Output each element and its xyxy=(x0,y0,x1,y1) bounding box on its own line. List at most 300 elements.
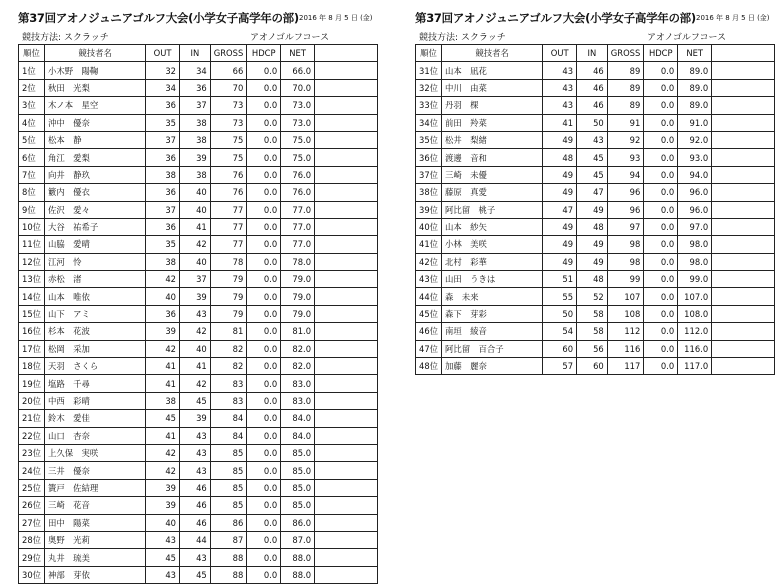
cell-gross: 112 xyxy=(607,323,644,340)
cell-out: 42 xyxy=(146,462,180,479)
cell-rank: 29位 xyxy=(19,549,45,566)
cell-out: 50 xyxy=(543,305,577,322)
cell-hdcp: 0.0 xyxy=(247,566,281,583)
cell-out: 37 xyxy=(146,131,180,148)
cell-rank: 44位 xyxy=(416,288,442,305)
cell-gross: 82 xyxy=(210,358,247,375)
cell-name: 丸井 琉美 xyxy=(45,549,146,566)
cell-name: 江河 怜 xyxy=(45,253,146,270)
cell-rank: 36位 xyxy=(416,149,442,166)
cell-gross: 99 xyxy=(607,271,644,288)
cell-gross: 92 xyxy=(607,131,644,148)
cell-in: 39 xyxy=(180,149,211,166)
cell-net: 84.0 xyxy=(281,427,315,444)
cell-hdcp: 0.0 xyxy=(247,236,281,253)
cell-gross: 97 xyxy=(607,218,644,235)
cell-rank: 4位 xyxy=(19,114,45,131)
cell-rank: 27位 xyxy=(19,514,45,531)
cell-name: 小木野 陽鞠 xyxy=(45,62,146,79)
cell-net: 96.0 xyxy=(678,201,712,218)
cell-hdcp: 0.0 xyxy=(247,201,281,218)
cell-out: 60 xyxy=(543,340,577,357)
cell-gross: 76 xyxy=(210,166,247,183)
cell-hdcp: 0.0 xyxy=(644,271,678,288)
cell-gross: 76 xyxy=(210,184,247,201)
cell-out: 39 xyxy=(146,479,180,496)
cell-name: 鈴木 愛佳 xyxy=(45,410,146,427)
cell-gross: 78 xyxy=(210,253,247,270)
cell-name: 山本 唯依 xyxy=(45,288,146,305)
cell-in: 43 xyxy=(180,462,211,479)
cell-rank: 2位 xyxy=(19,79,45,96)
cell-name: 沖中 優奈 xyxy=(45,114,146,131)
cell-extra xyxy=(315,166,378,183)
cell-in: 40 xyxy=(180,253,211,270)
cell-hdcp: 0.0 xyxy=(247,149,281,166)
cell-net: 89.0 xyxy=(678,97,712,114)
cell-rank: 32位 xyxy=(416,79,442,96)
cell-out: 36 xyxy=(146,218,180,235)
cell-in: 37 xyxy=(180,97,211,114)
cell-name: 松本 静 xyxy=(45,131,146,148)
cell-hdcp: 0.0 xyxy=(247,305,281,322)
cell-hdcp: 0.0 xyxy=(247,166,281,183)
cell-in: 46 xyxy=(180,497,211,514)
cell-in: 49 xyxy=(577,201,608,218)
cell-hdcp: 0.0 xyxy=(247,479,281,496)
cell-in: 60 xyxy=(577,358,608,375)
cell-net: 76.0 xyxy=(281,184,315,201)
cell-hdcp: 0.0 xyxy=(644,201,678,218)
cell-name: 松井 梨緒 xyxy=(442,131,543,148)
cell-hdcp: 0.0 xyxy=(247,375,281,392)
cell-extra xyxy=(315,479,378,496)
cell-out: 49 xyxy=(543,131,577,148)
cell-out: 49 xyxy=(543,253,577,270)
cell-hdcp: 0.0 xyxy=(247,288,281,305)
cell-extra xyxy=(315,114,378,131)
cell-net: 79.0 xyxy=(281,288,315,305)
cell-net: 85.0 xyxy=(281,444,315,461)
cell-out: 42 xyxy=(146,444,180,461)
cell-name: 角江 愛梨 xyxy=(45,149,146,166)
cell-out: 57 xyxy=(543,358,577,375)
results-table xyxy=(415,44,775,375)
cell-hdcp: 0.0 xyxy=(247,323,281,340)
cell-net: 94.0 xyxy=(678,166,712,183)
cell-rank: 30位 xyxy=(19,566,45,583)
cell-extra xyxy=(712,166,775,183)
table-row xyxy=(19,201,378,218)
cell-gross: 83 xyxy=(210,392,247,409)
cell-net: 77.0 xyxy=(281,201,315,218)
cell-gross: 77 xyxy=(210,201,247,218)
cell-net: 77.0 xyxy=(281,236,315,253)
cell-out: 49 xyxy=(543,218,577,235)
cell-name: 佐沢 愛々 xyxy=(45,201,146,218)
cell-net: 89.0 xyxy=(678,62,712,79)
cell-in: 48 xyxy=(577,218,608,235)
cell-gross: 107 xyxy=(607,288,644,305)
table-row xyxy=(416,166,775,183)
cell-rank: 20位 xyxy=(19,392,45,409)
table-row xyxy=(19,149,378,166)
table-row xyxy=(416,323,775,340)
cell-rank: 6位 xyxy=(19,149,45,166)
cell-rank: 10位 xyxy=(19,218,45,235)
cell-in: 34 xyxy=(180,62,211,79)
cell-extra xyxy=(712,305,775,322)
cell-extra xyxy=(315,497,378,514)
cell-rank: 15位 xyxy=(19,305,45,322)
cell-name: 丹羽 棵 xyxy=(442,97,543,114)
cell-net: 93.0 xyxy=(678,149,712,166)
cell-extra xyxy=(712,323,775,340)
cell-extra xyxy=(315,79,378,96)
event-date: 2016 年 8 月 5 日 (金) xyxy=(299,14,373,22)
cell-out: 43 xyxy=(146,566,180,583)
cell-hdcp: 0.0 xyxy=(644,288,678,305)
cell-rank: 48位 xyxy=(416,358,442,375)
cell-out: 43 xyxy=(543,97,577,114)
cell-extra xyxy=(315,201,378,218)
cell-rank: 23位 xyxy=(19,444,45,461)
table-row xyxy=(416,218,775,235)
cell-name: 向井 静玖 xyxy=(45,166,146,183)
cell-net: 96.0 xyxy=(678,184,712,201)
cell-in: 58 xyxy=(577,323,608,340)
cell-extra xyxy=(315,462,378,479)
cell-extra xyxy=(315,149,378,166)
cell-rank: 26位 xyxy=(19,497,45,514)
cell-gross: 75 xyxy=(210,131,247,148)
cell-name: 山田 うきは xyxy=(442,271,543,288)
event-date: 2016 年 8 月 5 日 (金) xyxy=(696,14,770,22)
competition-method: 競技方法: スクラッチ xyxy=(22,33,109,43)
cell-name: 三崎 未優 xyxy=(442,166,543,183)
col-header-hdcp: HDCP xyxy=(644,45,678,62)
cell-name: 塩路 千尋 xyxy=(45,375,146,392)
cell-gross: 86 xyxy=(210,514,247,531)
col-header-out: OUT xyxy=(146,45,180,62)
cell-name: 中川 由菜 xyxy=(442,79,543,96)
cell-name: 藤原 真愛 xyxy=(442,184,543,201)
table-row xyxy=(19,288,378,305)
cell-in: 38 xyxy=(180,131,211,148)
cell-in: 41 xyxy=(180,218,211,235)
table-row xyxy=(19,79,378,96)
cell-net: 88.0 xyxy=(281,566,315,583)
table-row xyxy=(416,340,775,357)
table-row xyxy=(416,253,775,270)
cell-extra xyxy=(315,323,378,340)
cell-net: 87.0 xyxy=(281,531,315,548)
cell-extra xyxy=(712,253,775,270)
cell-out: 48 xyxy=(543,149,577,166)
cell-out: 36 xyxy=(146,97,180,114)
table-row xyxy=(416,288,775,305)
cell-extra xyxy=(315,184,378,201)
cell-in: 46 xyxy=(180,514,211,531)
cell-hdcp: 0.0 xyxy=(644,97,678,114)
table-row xyxy=(19,236,378,253)
cell-extra xyxy=(315,410,378,427)
cell-gross: 70 xyxy=(210,79,247,96)
cell-in: 40 xyxy=(180,184,211,201)
cell-rank: 16位 xyxy=(19,323,45,340)
cell-gross: 79 xyxy=(210,271,247,288)
cell-out: 35 xyxy=(146,236,180,253)
cell-in: 43 xyxy=(180,427,211,444)
table-row xyxy=(416,97,775,114)
cell-name: 山下 アミ xyxy=(45,305,146,322)
cell-name: 山口 杏奈 xyxy=(45,427,146,444)
cell-name: 渡邊 音和 xyxy=(442,149,543,166)
cell-in: 38 xyxy=(180,114,211,131)
cell-hdcp: 0.0 xyxy=(247,427,281,444)
col-header-net: NET xyxy=(678,45,712,62)
cell-net: 76.0 xyxy=(281,166,315,183)
table-row xyxy=(19,375,378,392)
cell-name: 田中 陽菜 xyxy=(45,514,146,531)
cell-in: 52 xyxy=(577,288,608,305)
cell-name: 前田 羚菜 xyxy=(442,114,543,131)
cell-net: 97.0 xyxy=(678,218,712,235)
cell-in: 45 xyxy=(577,149,608,166)
cell-net: 81.0 xyxy=(281,323,315,340)
cell-net: 88.0 xyxy=(281,549,315,566)
cell-net: 107.0 xyxy=(678,288,712,305)
cell-gross: 81 xyxy=(210,323,247,340)
cell-extra xyxy=(712,114,775,131)
cell-gross: 89 xyxy=(607,97,644,114)
col-header-in: IN xyxy=(180,45,211,62)
cell-extra xyxy=(712,201,775,218)
table-row xyxy=(19,305,378,322)
cell-extra xyxy=(315,427,378,444)
cell-gross: 77 xyxy=(210,236,247,253)
cell-name: 中西 彩晴 xyxy=(45,392,146,409)
cell-gross: 108 xyxy=(607,305,644,322)
table-row xyxy=(19,358,378,375)
cell-net: 79.0 xyxy=(281,271,315,288)
cell-in: 46 xyxy=(577,79,608,96)
cell-gross: 87 xyxy=(210,531,247,548)
cell-in: 47 xyxy=(577,184,608,201)
cell-hdcp: 0.0 xyxy=(644,131,678,148)
cell-in: 46 xyxy=(180,479,211,496)
cell-rank: 9位 xyxy=(19,201,45,218)
table-row xyxy=(19,531,378,548)
cell-name: 上久保 実咲 xyxy=(45,444,146,461)
cell-net: 98.0 xyxy=(678,236,712,253)
cell-name: 木ノ本 星空 xyxy=(45,97,146,114)
cell-in: 58 xyxy=(577,305,608,322)
cell-gross: 93 xyxy=(607,149,644,166)
cell-out: 39 xyxy=(146,323,180,340)
cell-rank: 33位 xyxy=(416,97,442,114)
cell-out: 35 xyxy=(146,114,180,131)
cell-out: 38 xyxy=(146,166,180,183)
cell-in: 42 xyxy=(180,236,211,253)
table-row xyxy=(416,236,775,253)
cell-in: 45 xyxy=(577,166,608,183)
table-row xyxy=(416,149,775,166)
cell-net: 112.0 xyxy=(678,323,712,340)
table-row xyxy=(19,340,378,357)
cell-gross: 96 xyxy=(607,201,644,218)
cell-net: 83.0 xyxy=(281,392,315,409)
cell-net: 70.0 xyxy=(281,79,315,96)
cell-extra xyxy=(315,444,378,461)
col-header-out: OUT xyxy=(543,45,577,62)
cell-out: 41 xyxy=(543,114,577,131)
cell-rank: 45位 xyxy=(416,305,442,322)
cell-gross: 85 xyxy=(210,479,247,496)
cell-hdcp: 0.0 xyxy=(644,218,678,235)
cell-in: 43 xyxy=(180,549,211,566)
cell-in: 43 xyxy=(577,131,608,148)
cell-net: 85.0 xyxy=(281,497,315,514)
cell-rank: 3位 xyxy=(19,97,45,114)
cell-in: 45 xyxy=(180,392,211,409)
table-row xyxy=(19,131,378,148)
cell-hdcp: 0.0 xyxy=(247,444,281,461)
cell-rank: 22位 xyxy=(19,427,45,444)
cell-rank: 11位 xyxy=(19,236,45,253)
cell-rank: 17位 xyxy=(19,340,45,357)
cell-net: 75.0 xyxy=(281,149,315,166)
cell-name: 山本 凪花 xyxy=(442,62,543,79)
cell-extra xyxy=(315,271,378,288)
cell-rank: 42位 xyxy=(416,253,442,270)
cell-extra xyxy=(712,131,775,148)
cell-name: 杉本 花波 xyxy=(45,323,146,340)
cell-net: 91.0 xyxy=(678,114,712,131)
cell-hdcp: 0.0 xyxy=(644,236,678,253)
cell-rank: 34位 xyxy=(416,114,442,131)
cell-rank: 43位 xyxy=(416,271,442,288)
cell-gross: 89 xyxy=(607,62,644,79)
cell-gross: 88 xyxy=(210,549,247,566)
cell-extra xyxy=(712,288,775,305)
cell-net: 75.0 xyxy=(281,131,315,148)
cell-rank: 12位 xyxy=(19,253,45,270)
table-row xyxy=(19,462,378,479)
cell-extra xyxy=(315,514,378,531)
cell-rank: 7位 xyxy=(19,166,45,183)
cell-hdcp: 0.0 xyxy=(247,79,281,96)
cell-gross: 116 xyxy=(607,340,644,357)
cell-hdcp: 0.0 xyxy=(644,62,678,79)
cell-rank: 31位 xyxy=(416,62,442,79)
cell-hdcp: 0.0 xyxy=(247,218,281,235)
cell-out: 45 xyxy=(146,549,180,566)
cell-in: 45 xyxy=(180,566,211,583)
cell-hdcp: 0.0 xyxy=(644,253,678,270)
cell-hdcp: 0.0 xyxy=(247,531,281,548)
cell-extra xyxy=(712,236,775,253)
cell-hdcp: 0.0 xyxy=(247,497,281,514)
cell-out: 36 xyxy=(146,305,180,322)
cell-net: 77.0 xyxy=(281,218,315,235)
table-row xyxy=(19,444,378,461)
cell-name: 阿比留 桃子 xyxy=(442,201,543,218)
table-row xyxy=(19,62,378,79)
cell-out: 39 xyxy=(146,497,180,514)
col-header-extra xyxy=(315,45,378,62)
cell-in: 49 xyxy=(577,236,608,253)
cell-hdcp: 0.0 xyxy=(247,392,281,409)
cell-in: 40 xyxy=(180,201,211,218)
cell-gross: 85 xyxy=(210,497,247,514)
cell-out: 51 xyxy=(543,271,577,288)
cell-gross: 117 xyxy=(607,358,644,375)
cell-rank: 13位 xyxy=(19,271,45,288)
cell-name: 森 未来 xyxy=(442,288,543,305)
cell-extra xyxy=(315,340,378,357)
cell-in: 38 xyxy=(180,166,211,183)
cell-extra xyxy=(315,97,378,114)
table-row xyxy=(19,392,378,409)
cell-extra xyxy=(712,97,775,114)
cell-out: 55 xyxy=(543,288,577,305)
cell-name: 三井 優奈 xyxy=(45,462,146,479)
cell-extra xyxy=(712,62,775,79)
cell-hdcp: 0.0 xyxy=(644,305,678,322)
cell-net: 85.0 xyxy=(281,479,315,496)
cell-net: 73.0 xyxy=(281,97,315,114)
table-row xyxy=(19,218,378,235)
cell-out: 41 xyxy=(146,375,180,392)
cell-rank: 46位 xyxy=(416,323,442,340)
cell-gross: 91 xyxy=(607,114,644,131)
cell-in: 50 xyxy=(577,114,608,131)
cell-in: 37 xyxy=(180,271,211,288)
cell-extra xyxy=(712,358,775,375)
cell-in: 49 xyxy=(577,253,608,270)
cell-out: 36 xyxy=(146,184,180,201)
cell-out: 49 xyxy=(543,184,577,201)
cell-in: 42 xyxy=(180,323,211,340)
cell-name: 山脇 愛晴 xyxy=(45,236,146,253)
cell-hdcp: 0.0 xyxy=(247,514,281,531)
header-row xyxy=(416,45,775,62)
table-row xyxy=(416,131,775,148)
cell-extra xyxy=(315,288,378,305)
cell-net: 117.0 xyxy=(678,358,712,375)
cell-out: 36 xyxy=(146,149,180,166)
col-header-in: IN xyxy=(577,45,608,62)
cell-rank: 5位 xyxy=(19,131,45,148)
col-header-net: NET xyxy=(281,45,315,62)
cell-extra xyxy=(315,392,378,409)
cell-hdcp: 0.0 xyxy=(644,358,678,375)
cell-extra xyxy=(315,305,378,322)
cell-net: 78.0 xyxy=(281,253,315,270)
cell-hdcp: 0.0 xyxy=(247,114,281,131)
cell-extra xyxy=(315,531,378,548)
cell-extra xyxy=(315,549,378,566)
cell-rank: 39位 xyxy=(416,201,442,218)
cell-name: 天羽 さくら xyxy=(45,358,146,375)
cell-net: 89.0 xyxy=(678,79,712,96)
cell-extra xyxy=(712,218,775,235)
cell-extra xyxy=(712,340,775,357)
cell-rank: 19位 xyxy=(19,375,45,392)
cell-gross: 89 xyxy=(607,79,644,96)
cell-hdcp: 0.0 xyxy=(247,410,281,427)
